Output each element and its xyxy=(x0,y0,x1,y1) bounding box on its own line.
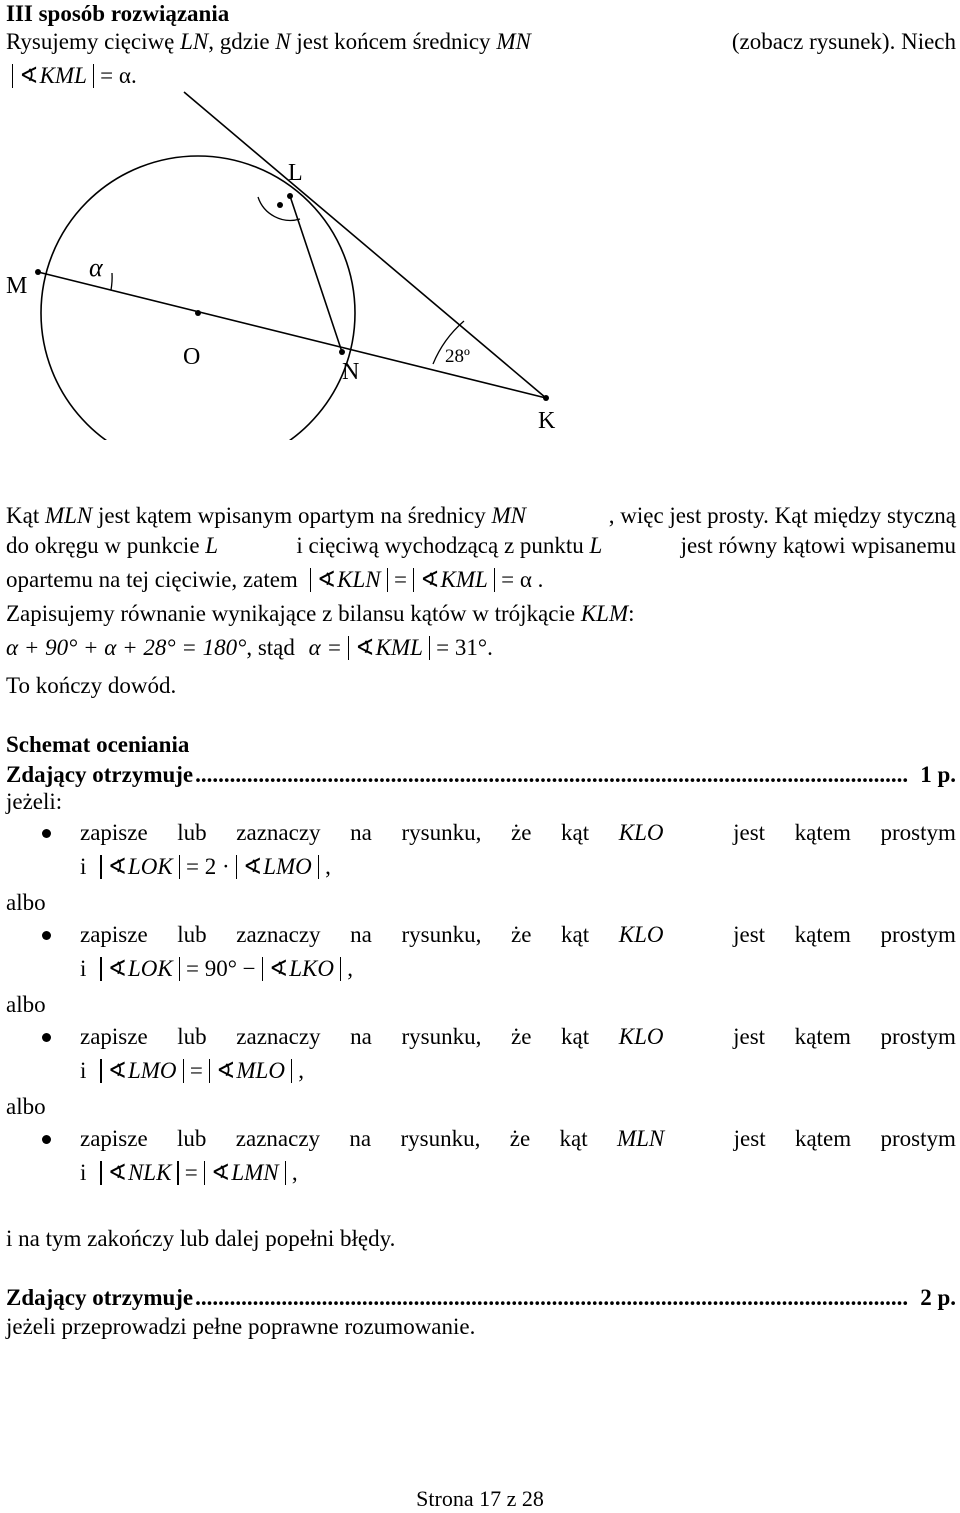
criterion-3: zapisze lub zaznaczy na rysunku, że kąt KLO jest kątem prostym xyxy=(80,1024,956,1049)
bullet-icon xyxy=(42,1135,51,1144)
albo-separator: albo xyxy=(6,992,46,1017)
albo-separator: albo xyxy=(6,1094,46,1119)
criterion-2-condition: i ∢LOK = 90° − ∢LKO , xyxy=(80,956,354,981)
proof-line-3: opartemu na tej cięciwie, zatem ∢KLN = ∢KML = α . xyxy=(6,567,544,592)
criterion-4-condition: i ∢NLK = ∢LMN , xyxy=(80,1160,298,1185)
award-1-condition-label: jeżeli: xyxy=(6,789,63,814)
point-label-M: M xyxy=(6,273,28,299)
proof-conclusion: To kończy dowód. xyxy=(6,673,177,698)
section-title: III sposób rozwiązania xyxy=(6,1,230,26)
albo-separator: albo xyxy=(6,890,46,915)
angle-label-28: 28º xyxy=(445,346,470,367)
proof-line-2: do okręgu w punkcie L i cięciwą wychodzącą z punktu L jest równy kątowi wpisanemu xyxy=(6,533,956,558)
criterion-1-condition: i ∢LOK = 2 · ∢LMO , xyxy=(80,854,331,879)
proof-line-4: Zapisujemy równanie wynikające z bilansu kątów w trójkącie KLM: xyxy=(6,601,635,626)
bullet-icon xyxy=(42,829,51,838)
criterion-4: zapisze lub zaznaczy na rysunku, że kąt MLN jest kątem prostym xyxy=(80,1126,956,1151)
intro-line: Rysujemy cięciwę LN, gdzie N jest końcem średnicy MN (zobacz rysunek). Niech xyxy=(6,29,956,54)
page-footer: Strona 17 z 28 xyxy=(416,1486,544,1511)
bullet-icon xyxy=(42,931,51,940)
criterion-3-condition: i ∢LMO = ∢MLO , xyxy=(80,1058,304,1083)
award-2-line: Zdający otrzymuje ............................................................................................................................ 2 p. xyxy=(6,1285,956,1310)
criterion-2: zapisze lub zaznaczy na rysunku, że kąt KLO jest kątem prostym xyxy=(80,922,956,947)
geometry-figure xyxy=(0,90,620,440)
point-label-K: K xyxy=(538,408,556,434)
scheme-final-note: i na tym zakończy lub dalej popełni błędy. xyxy=(6,1226,396,1251)
scheme-title: Schemat oceniania xyxy=(6,732,190,757)
award-2-condition: jeżeli przeprowadzi pełne poprawne rozumowanie. xyxy=(6,1314,476,1339)
point-label-O: O xyxy=(183,344,201,370)
proof-line-1: Kąt MLN jest kątem wpisanym opartym na średnicy MN , więc jest prosty. Kąt między styczną xyxy=(6,503,956,528)
proof-equation: α + 90° + α + 28° = 180°, stąd α = ∢KML = 31°. xyxy=(6,635,493,660)
intro-angle-definition: ∢KML = α. xyxy=(6,62,956,90)
bullet-icon xyxy=(42,1033,51,1042)
point-label-N: N xyxy=(342,359,360,385)
point-label-L: L xyxy=(288,160,303,186)
angle-label-alpha: α xyxy=(89,253,103,282)
award-1-line: Zdający otrzymuje ............................................................................................................................ 1 p. xyxy=(6,762,956,787)
criterion-1: zapisze lub zaznaczy na rysunku, że kąt KLO jest kątem prostym xyxy=(80,820,956,845)
